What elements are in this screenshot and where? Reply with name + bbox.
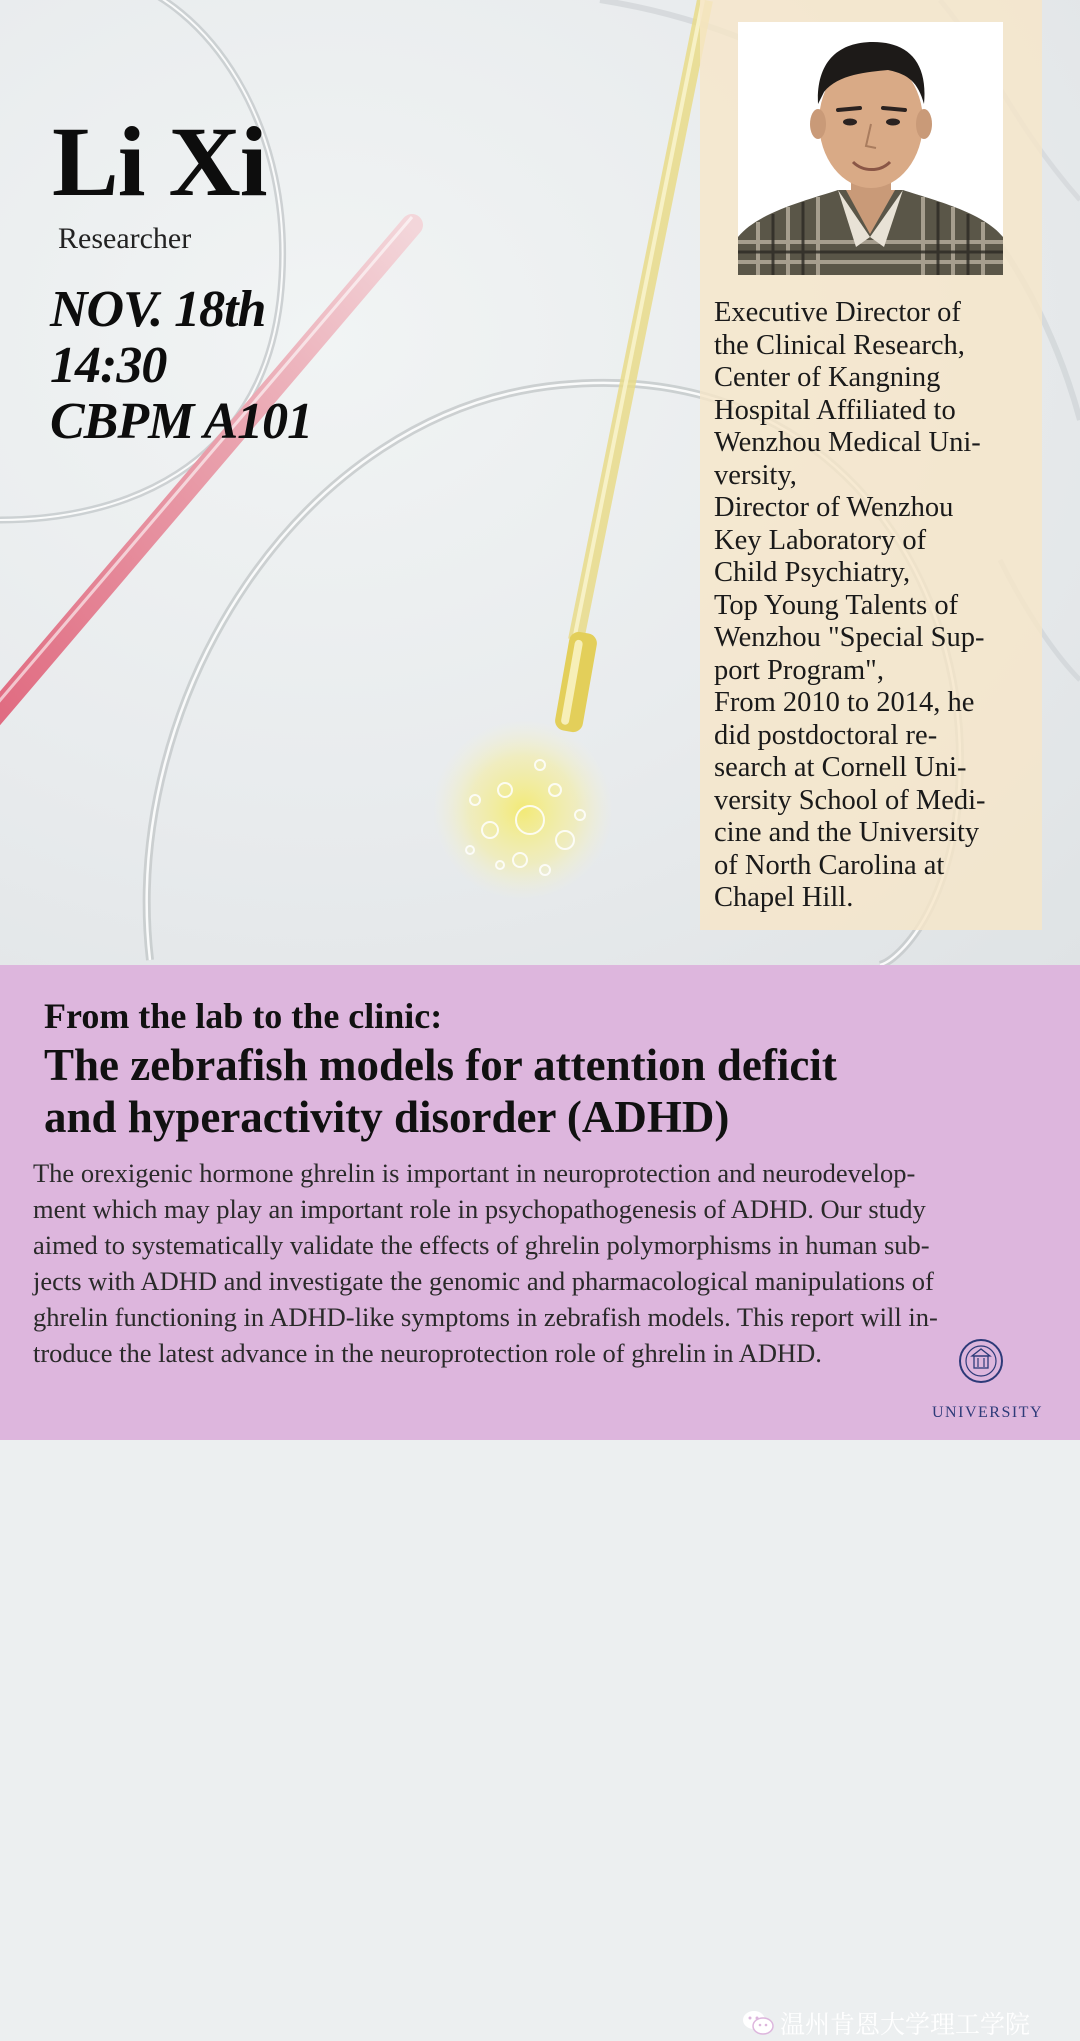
university-seal-icon <box>958 1338 1004 1384</box>
abstract-line: aimed to systematically validate the effects of ghrelin polymorphisms in human sub- <box>33 1230 930 1260</box>
bio-line: Wenzhou "Special Sup- <box>714 622 985 653</box>
bio-line: versity, <box>714 459 797 491</box>
watermark-text: 温州肯恩大学理工学院 <box>780 2010 1031 2039</box>
abstract-line: The orexigenic hormone ghrelin is important in neuroprotection and neurodevelop- <box>33 1158 916 1188</box>
abstract-line: ghrelin functioning in ADHD-like symptoms in zebrafish models. This report will in- <box>33 1302 938 1332</box>
bio-line: port Program", <box>714 654 884 686</box>
bio-line: search at Cornell Uni- <box>714 752 967 783</box>
abstract-line: ment which may play an important role in psychopathogenesis of ADHD. Our study <box>33 1194 926 1224</box>
bio-line: cine and the University <box>714 817 980 848</box>
talk-subtitle: From the lab to the clinic: <box>44 996 443 1036</box>
wechat-watermark <box>742 2005 1030 2041</box>
event-date: NOV. 18th <box>50 281 266 338</box>
talk-abstract <box>33 1155 1043 1371</box>
bio-line: versity School of Medi- <box>714 784 986 816</box>
abstract-line: troduce the latest advance in the neuroprotection role of ghrelin in ADHD. <box>33 1338 822 1368</box>
event-info <box>50 282 312 450</box>
bio-line: From 2010 to 2014, he <box>714 687 975 718</box>
bio-line: Top Young Talents of <box>714 589 959 621</box>
bio-line: Center of Kangning <box>714 362 941 393</box>
talk-title <box>44 1039 837 1143</box>
speaker-name: Li Xi <box>52 106 267 217</box>
bio-line: of North Carolina at <box>714 849 945 881</box>
talk-title-line: and hyperactivity disorder (ADHD) <box>44 1092 730 1142</box>
hero-section <box>0 0 1080 965</box>
bio-line: did postdoctoral re- <box>714 719 938 751</box>
bio-line: Executive Director of <box>714 297 961 328</box>
event-time: 14:30 <box>50 337 167 394</box>
abstract-line: jects with ADHD and investigate the genomic and pharmacological manipulations of <box>33 1266 934 1296</box>
event-location: CBPM A101 <box>50 393 313 450</box>
bio-text <box>714 297 1036 915</box>
wechat-icon <box>742 2010 774 2036</box>
speaker-photo <box>738 22 1003 275</box>
portrait-illustration <box>738 22 1003 275</box>
talk-title-line: The zebrafish models for attention deficit <box>44 1040 837 1090</box>
talk-section <box>0 965 1080 2039</box>
bio-line: Key Laboratory of <box>714 524 927 556</box>
speaker-title: Researcher <box>58 222 192 255</box>
bio-line: the Clinical Research, <box>714 329 965 361</box>
bio-line: Hospital Affiliated to <box>714 394 956 426</box>
university-name: UNIVERSITY <box>932 1404 1043 1421</box>
bio-line: Child Psychiatry, <box>714 557 911 588</box>
bio-line: Director of Wenzhou <box>714 492 954 523</box>
bio-line: Chapel Hill. <box>714 882 854 913</box>
bio-line: Wenzhou Medical Uni- <box>714 427 981 458</box>
